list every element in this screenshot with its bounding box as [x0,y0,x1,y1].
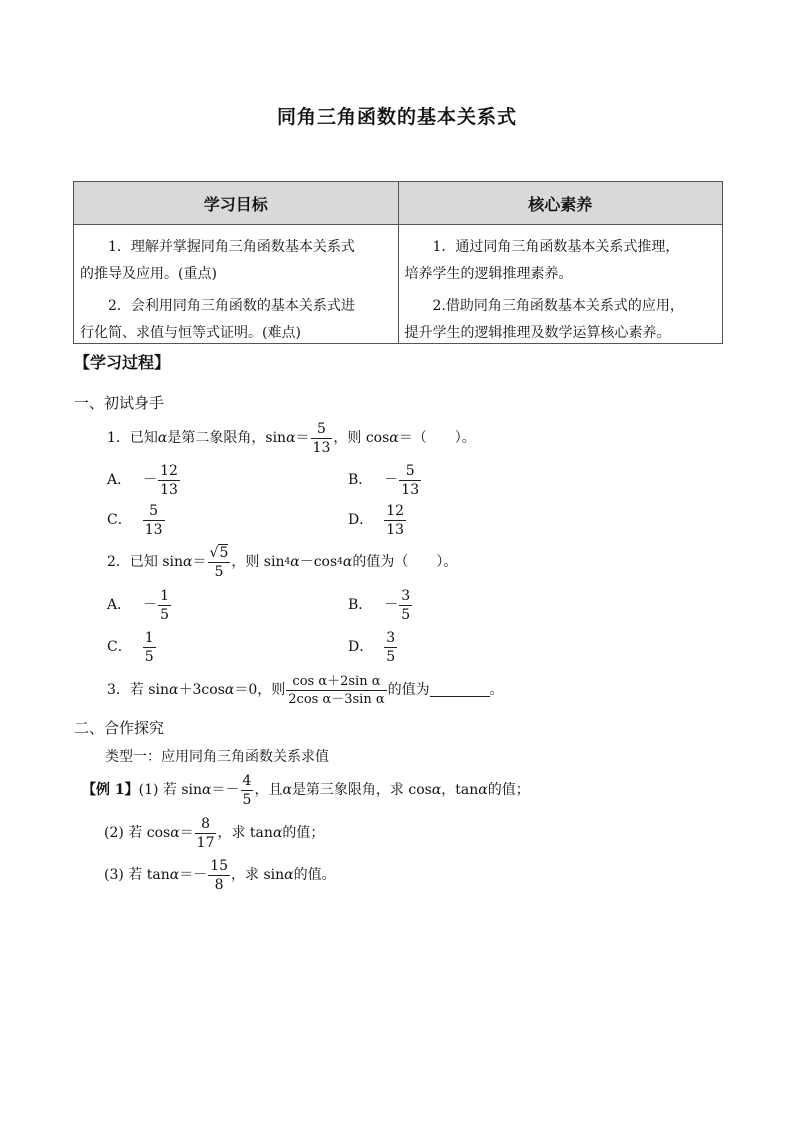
fraction: $\frac{5}{13}$ [312,420,331,456]
example-1-part-3: (3) 若 tan α ＝－ $\frac{15}{8}$ ，求 sin α 的值。 [104,857,336,893]
option-b[interactable]: B． － $\frac{3}{5}$ [348,587,411,623]
option-a[interactable]: A． － $\frac{12}{13}$ [107,462,178,498]
section-heading-explore: 二、合作探究 [74,719,165,737]
table-header-literacy: 核心素养 [398,182,723,225]
literacy-cell [398,225,723,344]
goal-line: 2．会利用同角三角函数的基本关系式进 [108,298,355,314]
option-c[interactable]: C． $\frac{1}{5}$ [107,629,154,665]
goals-cell [74,225,399,344]
option-d[interactable]: D． $\frac{3}{5}$ [348,629,396,665]
answer-blank[interactable] [430,684,490,697]
process-heading: 【学习过程】 [74,353,171,372]
example-1-part-2: (2) 若 cos α ＝ $\frac{8}{17}$ ，求 tan α 的值； [104,815,325,851]
type-heading: 类型一：应用同角三角函数关系求值 [105,749,329,765]
fraction: $\frac{\text{cos α＋2sin α}}{\text{2cos α－3sin α}}$ [288,673,385,707]
option-a[interactable]: A． － $\frac{1}{5}$ [107,587,170,623]
question-2: 2．已知 sin α ＝ $\frac{√5}{5}$ ，则 sin 4 α －cos 4 α 的值为（ ）。 [107,544,458,580]
table-header-goals: 学习目标 [74,182,399,225]
option-b[interactable]: B． － $\frac{5}{13}$ [348,462,420,498]
section-heading-warmup: 一、初试身手 [74,394,165,412]
option-d[interactable]: D． $\frac{12}{13}$ [348,502,405,538]
objectives-table [73,181,723,344]
option-c[interactable]: C． $\frac{5}{13}$ [107,502,163,538]
fraction: $\frac{√5}{5}$ [209,544,229,580]
literacy-line: 2.借助同角三角函数基本关系式的应用， [432,298,684,314]
literacy-line: 1．通过同角三角函数基本关系式推理， [432,239,680,255]
example-1-part-1: 【例 1】 (1) 若 sin α ＝－ $\frac{4}{5}$ ，且 α 是第三象限角，求 cos α ，tan α 的值； [82,772,530,808]
question-3: 3．若 sin α ＋3cos α ＝0，则 $\frac{\text{cos α＋2sin α}}{\text{2cos α－3sin α}}$ 的值为 。 [107,673,504,707]
goal-line: 的推导及应用。(重点) [80,266,217,282]
question-1: 1．已知 α 是第二象限角，sin α ＝ $\frac{5}{13}$ ，则 cos α ＝（ ）。 [107,420,476,456]
page-title: 同角三角函数的基本关系式 [276,106,517,128]
goal-line: 行化简、求值与恒等式证明。(难点) [80,325,301,341]
literacy-line: 提升学生的逻辑推理及数学运算核心素养。 [404,325,671,341]
goal-line: 1．理解并掌握同角三角函数基本关系式 [108,239,355,255]
literacy-line: 培养学生的逻辑推理素养。 [404,266,573,282]
